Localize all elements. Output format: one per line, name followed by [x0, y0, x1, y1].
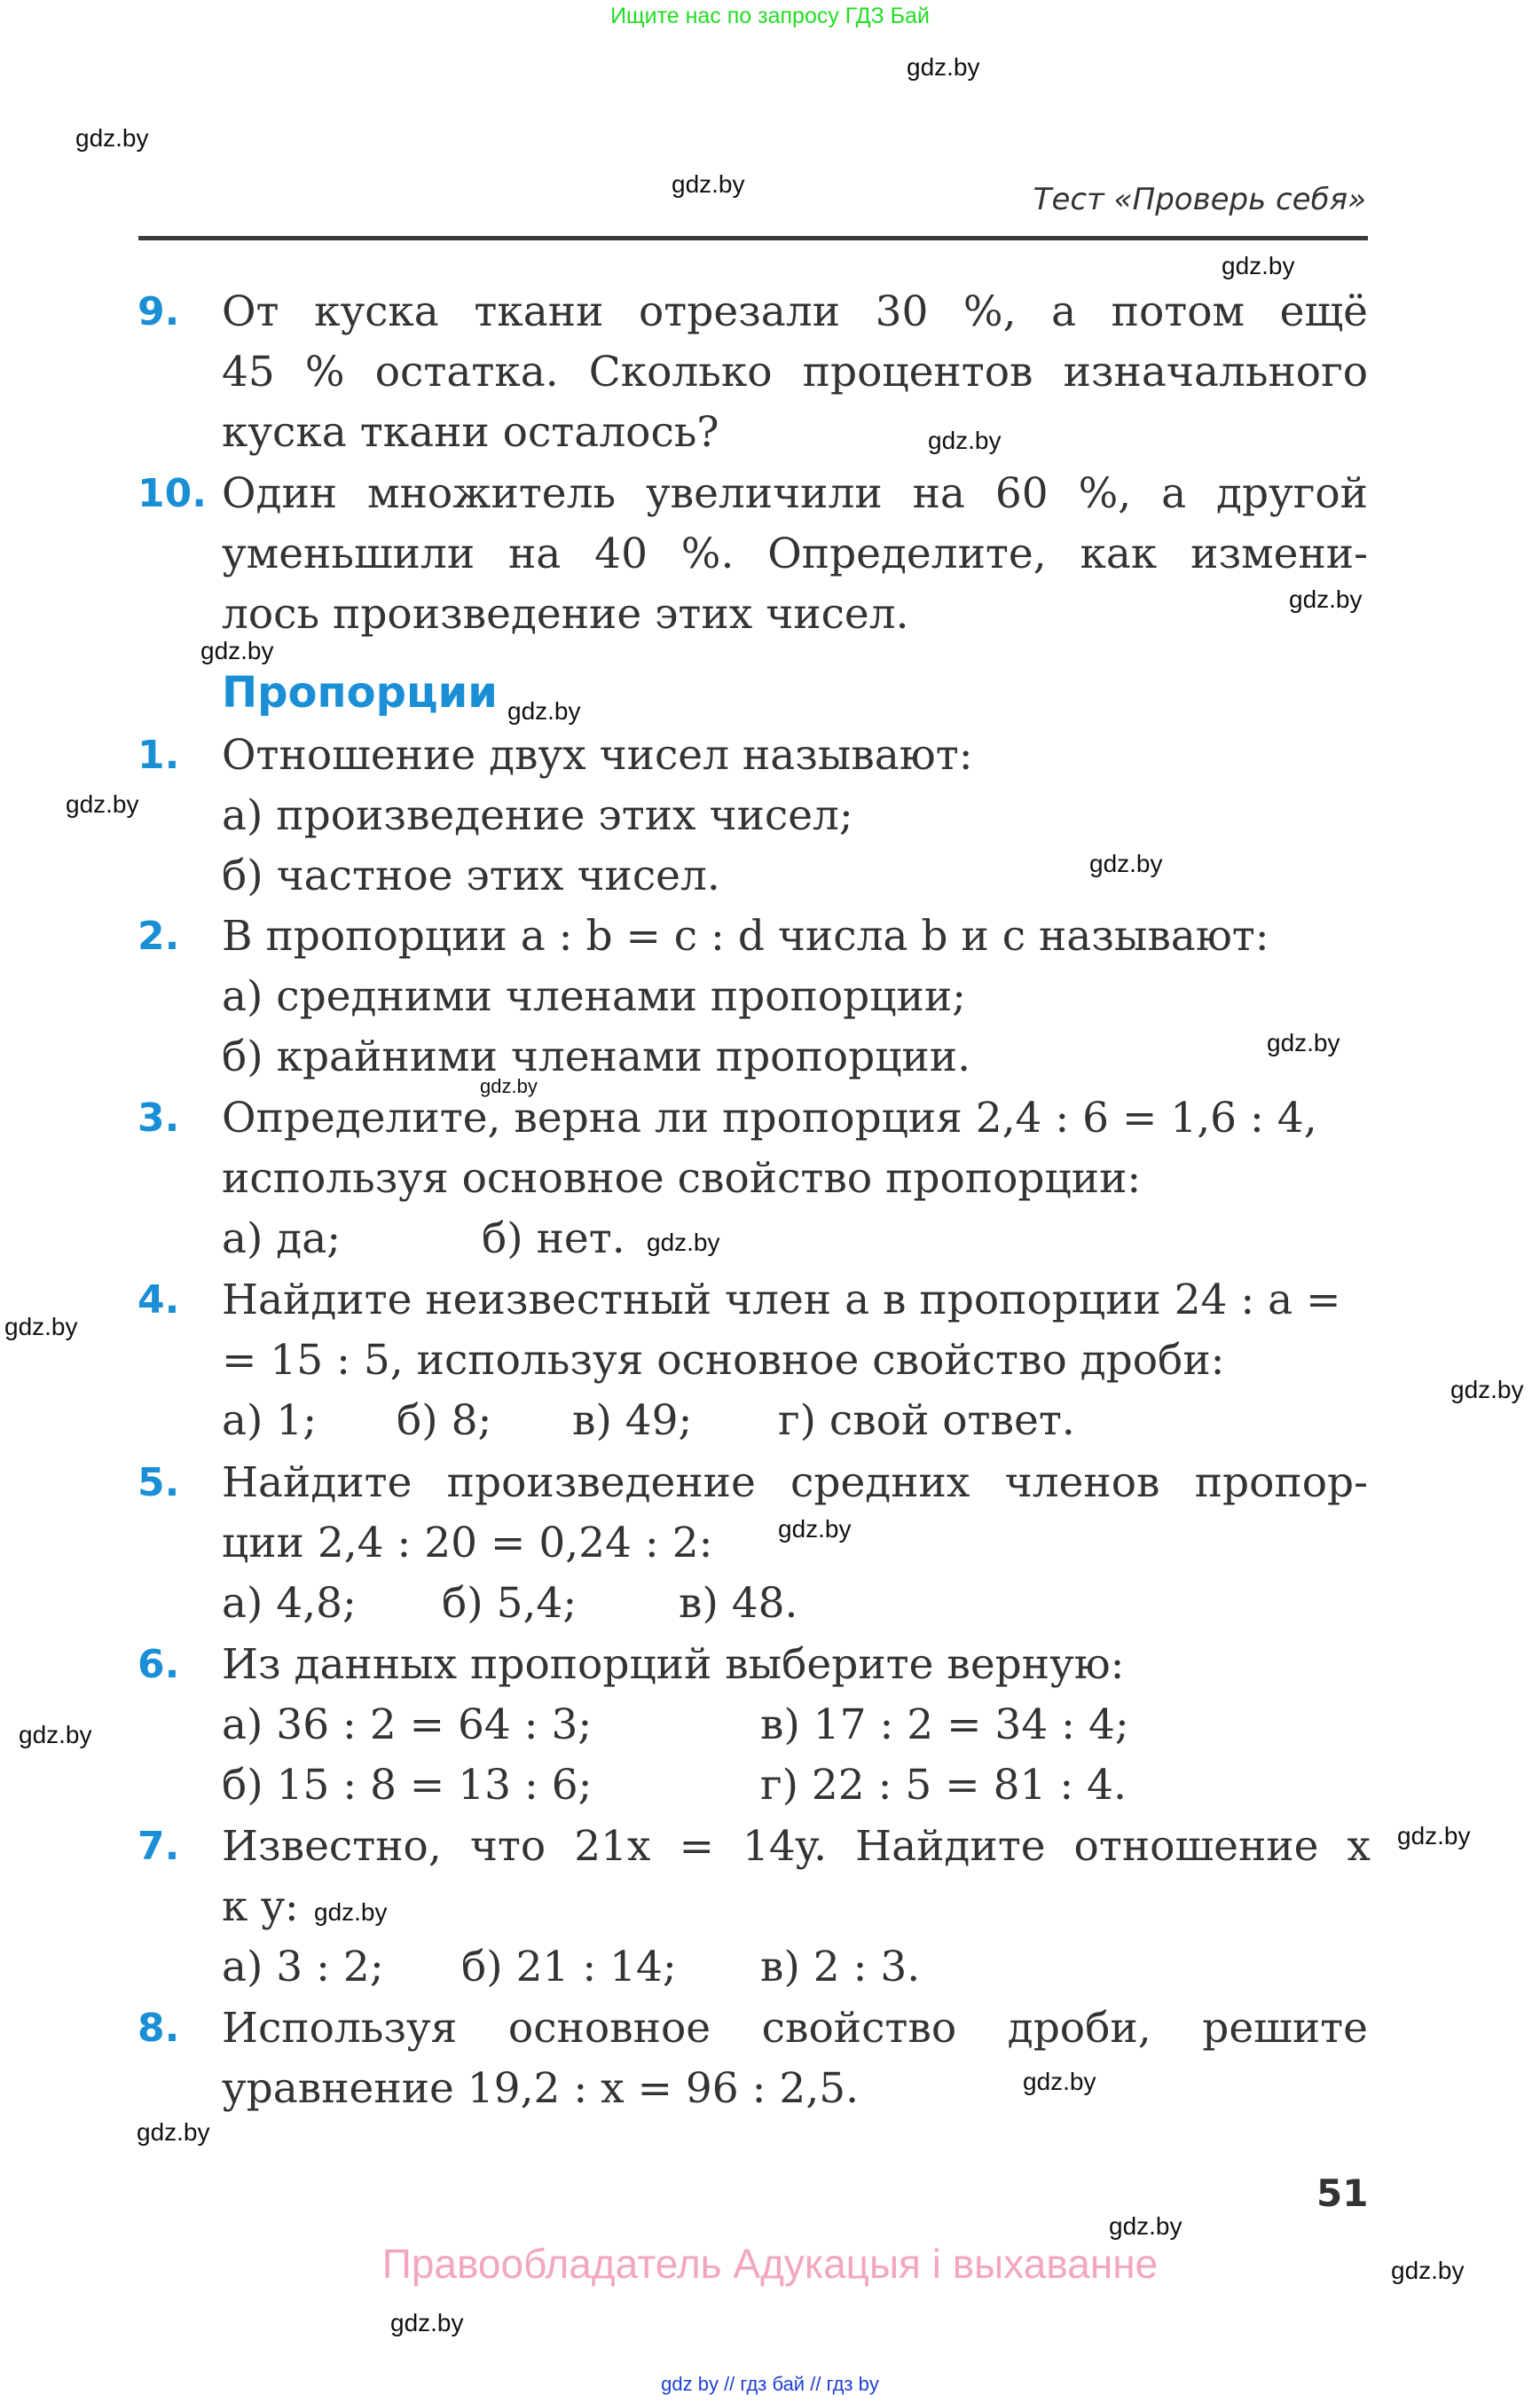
question-text-line: ции 2,4 : 20 = 0,24 : 2: [222, 1519, 713, 1567]
question-number: 6. [138, 1642, 180, 1687]
watermark: gdz.by [314, 1898, 388, 1926]
question-number: 5. [138, 1460, 180, 1505]
question-text-line: лось произведение этих чисел. [222, 590, 909, 639]
question-text-line: Найдите неизвестный член a в пропорции 24 : a = [222, 1276, 1341, 1324]
watermark: gdz.by [4, 1313, 78, 1340]
question-text-line: Найдите произведение средних членов пропор- [222, 1458, 1368, 1507]
watermark: gdz.by [75, 124, 149, 152]
question-text-line: куска ткани осталось? [222, 408, 719, 457]
answer-option: в) 48. [679, 1579, 798, 1628]
question-text-line: В пропорции a : b = c : d числа b и c называют: [222, 912, 1269, 961]
copyright-notice: Правообладатель Адукацыя і выхаванне [381, 2241, 1159, 2287]
question-number: 2. [138, 914, 180, 959]
watermark: gdz.by [1089, 850, 1163, 877]
page-number: 51 [1316, 2171, 1369, 2215]
answer-option: а) 1; [222, 1396, 318, 1445]
question-number: 1. [138, 733, 180, 778]
answer-option: а) произведение этих чисел; [222, 791, 853, 840]
watermark: gdz.by [1109, 2212, 1182, 2240]
answer-option: а) средними членами пропорции; [222, 972, 966, 1021]
header-divider [138, 236, 1368, 240]
answer-option: г) свой ответ. [778, 1396, 1075, 1445]
watermark: gdz.by [672, 170, 745, 198]
answer-option: б) частное этих чисел. [222, 852, 720, 900]
question-text-line: Один множитель увеличили на 60 %, а другой [222, 469, 1368, 518]
question-number: 9. [138, 289, 180, 334]
answer-option: в) 2 : 3. [760, 1943, 921, 1991]
watermark: gdz.by [137, 2118, 210, 2146]
answer-option: б) 21 : 14; [461, 1943, 677, 1991]
answer-option: б) 15 : 8 = 13 : 6; [222, 1761, 593, 1810]
answer-option: в) 17 : 2 = 34 : 4; [760, 1700, 1129, 1749]
question-text-line: Используя основное свойство дроби, решите [222, 2004, 1368, 2053]
question-number: 4. [138, 1277, 180, 1323]
watermark: gdz.by [907, 53, 980, 81]
answer-option: а) 36 : 2 = 64 : 3; [222, 1700, 593, 1749]
question-text-line: Известно, что 21x = 14y. Найдите отношение x [222, 1822, 1371, 1871]
answer-option: б) крайними членами пропорции. [222, 1033, 971, 1081]
watermark: gdz.by [1023, 2068, 1096, 2095]
answer-option: б) 8; [397, 1396, 492, 1445]
watermark: gdz.by [928, 427, 1002, 454]
question-number: 3. [138, 1095, 180, 1141]
question-text-line: используя основное свойство пропорции: [222, 1154, 1142, 1203]
watermark: gdz.by [480, 1075, 538, 1097]
watermark: gdz.by [778, 1515, 852, 1543]
answer-option: а) да; [222, 1214, 342, 1263]
question-text-line: к y: [222, 1882, 299, 1931]
watermark: gdz.by [1391, 2257, 1465, 2284]
watermark: gdz.by [1397, 1822, 1471, 1849]
question-text-line: = 15 : 5, используя основное свойство дроби: [222, 1336, 1225, 1385]
question-text-line: уменьшили на 40 %. Определите, как измени- [222, 530, 1368, 578]
top-banner: Ищите нас по запросу ГДЗ Бай [610, 4, 930, 28]
watermark: gdz.by [647, 1229, 720, 1256]
answer-option: в) 49; [572, 1396, 693, 1445]
watermark: gdz.by [66, 790, 139, 818]
watermark: gdz.by [1267, 1029, 1340, 1056]
question-text-line: Определите, верна ли пропорция 2,4 : 6 = 1,6 : 4, [222, 1094, 1317, 1143]
section-title: Пропорции [222, 668, 498, 718]
answer-option: б) 5,4; [442, 1579, 578, 1628]
question-text-line: Отношение двух чисел называют: [222, 731, 973, 780]
watermark: gdz.by [390, 2309, 464, 2336]
answer-option: а) 3 : 2; [222, 1943, 384, 1991]
question-number: 7. [138, 1824, 180, 1869]
watermark: gdz.by [1450, 1376, 1524, 1403]
answer-option: б) нет. [482, 1214, 625, 1263]
footer-links[interactable]: gdz by // гдз бай // гдз by [661, 2373, 879, 2395]
question-text-line: уравнение 19,2 : x = 96 : 2,5. [222, 2064, 860, 2113]
question-text-line: 45 % остатка. Сколько процентов изначального [222, 348, 1368, 397]
watermark: gdz.by [200, 637, 274, 664]
watermark: gdz.by [1222, 252, 1295, 279]
watermark: gdz.by [19, 1721, 92, 1748]
question-text-line: От куска ткани отрезали 30 %, а потом ещё [222, 287, 1368, 336]
question-number: 10. [138, 471, 207, 516]
running-head: Тест «Проверь себя» [1033, 182, 1366, 217]
question-text-line: Из данных пропорций выберите верную: [222, 1640, 1125, 1689]
question-number: 8. [138, 2006, 180, 2051]
answer-option: г) 22 : 5 = 81 : 4. [760, 1761, 1127, 1810]
watermark: gdz.by [1289, 585, 1363, 613]
answer-option: а) 4,8; [222, 1579, 357, 1628]
watermark: gdz.by [507, 697, 581, 725]
